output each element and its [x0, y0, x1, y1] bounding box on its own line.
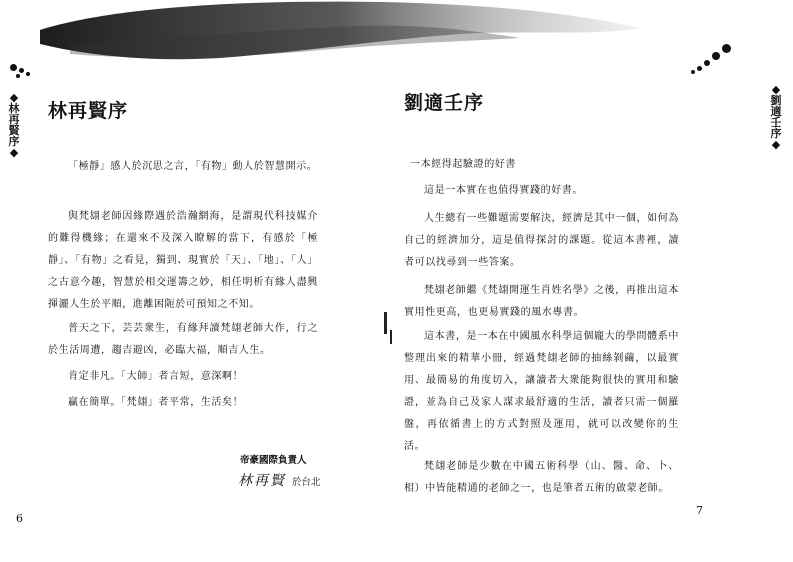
paragraph: 這是一本實在也值得實踐的好書。: [424, 185, 583, 196]
paragraph: 與梵翃老師因緣際遇於浩瀚網海，是謂現代科技媒介的難得機緣；在還來不及深入瞭解的當下，有感於「極靜」、「有物」之看見，獨到、現實於「天」、「地」、「人」之古意今趣，智慧於相交運籌之妙，相任明析有緣人盡興揮灑人生於平順，進離困阨於可預知之不知。: [48, 211, 318, 310]
paragraph: 梵翃老師是少數在中國五術科學（山、醫、命、卜、相）中皆能精通的老師之一，也是筆者五術的啟蒙老師。: [404, 461, 679, 494]
ink-smudge: [384, 312, 387, 334]
signature-organization: 帝豪國際負責人: [240, 455, 307, 466]
paragraph: 人生總有一些難題需要解決，經濟是其中一個，如何為自己的經濟加分，這是值得探討的課題。從這本書裡，讀者可以找尋到一些答案。: [404, 213, 679, 268]
page-title: 林再賢序: [48, 100, 129, 122]
diamond-icon: ◆: [9, 91, 19, 104]
decorative-dots-right: [688, 42, 732, 78]
paragraph: 「極靜」感人於沉思之言，「有物」動人於智慧開示。: [68, 161, 318, 172]
decorative-dots-left: [8, 62, 32, 82]
side-tab-right: ◆ 劉 適 壬 序 ◆: [770, 83, 782, 151]
side-tab-left: ◆ 林 再 賢 序 ◆: [8, 91, 20, 159]
diamond-icon: ◆: [9, 146, 19, 159]
signature-place: 於台北: [292, 477, 321, 488]
page-title: 劉適壬序: [404, 92, 485, 114]
paragraph: 梵翃老師繼《梵翃開運生肖姓名學》之後，再推出這本實用性更高，也更易實踐的風水專書。: [404, 285, 679, 318]
paragraph: 這本書，是一本在中國風水科學這個龐大的學問體系中整理出來的精華小冊，經過梵翃老師的抽絲剝繭，以最實用、最簡易的角度切入，讓讀者大衆能夠很快的實用和驗證，並為自己及家人謀求最舒適的生活，讀者只需一個羅盤，再依循書上的方式對照及運用，就可以改變你的生活。: [404, 331, 679, 452]
paragraph: 肯定非凡。「大師」者言短，意深啊！: [68, 371, 244, 382]
left-page: [0, 0, 396, 562]
page-number: 6: [16, 512, 23, 525]
paragraph: 贏在簡單。「梵翃」者平常，生活矣！: [68, 397, 244, 408]
ink-smudge: [390, 330, 392, 344]
diamond-icon: ◆: [771, 138, 781, 151]
page-number: 7: [696, 504, 703, 517]
paragraph: 普天之下，芸芸衆生，有緣拜讀梵翃老師大作，行之於生活周遭，趨吉避凶，必臨大福，順吉人生。: [48, 323, 318, 356]
paragraph: 一本經得起驗證的好書: [410, 159, 516, 170]
signature-name: 林再賢: [238, 473, 286, 489]
diamond-icon: ◆: [771, 83, 781, 96]
right-page: [396, 0, 793, 562]
